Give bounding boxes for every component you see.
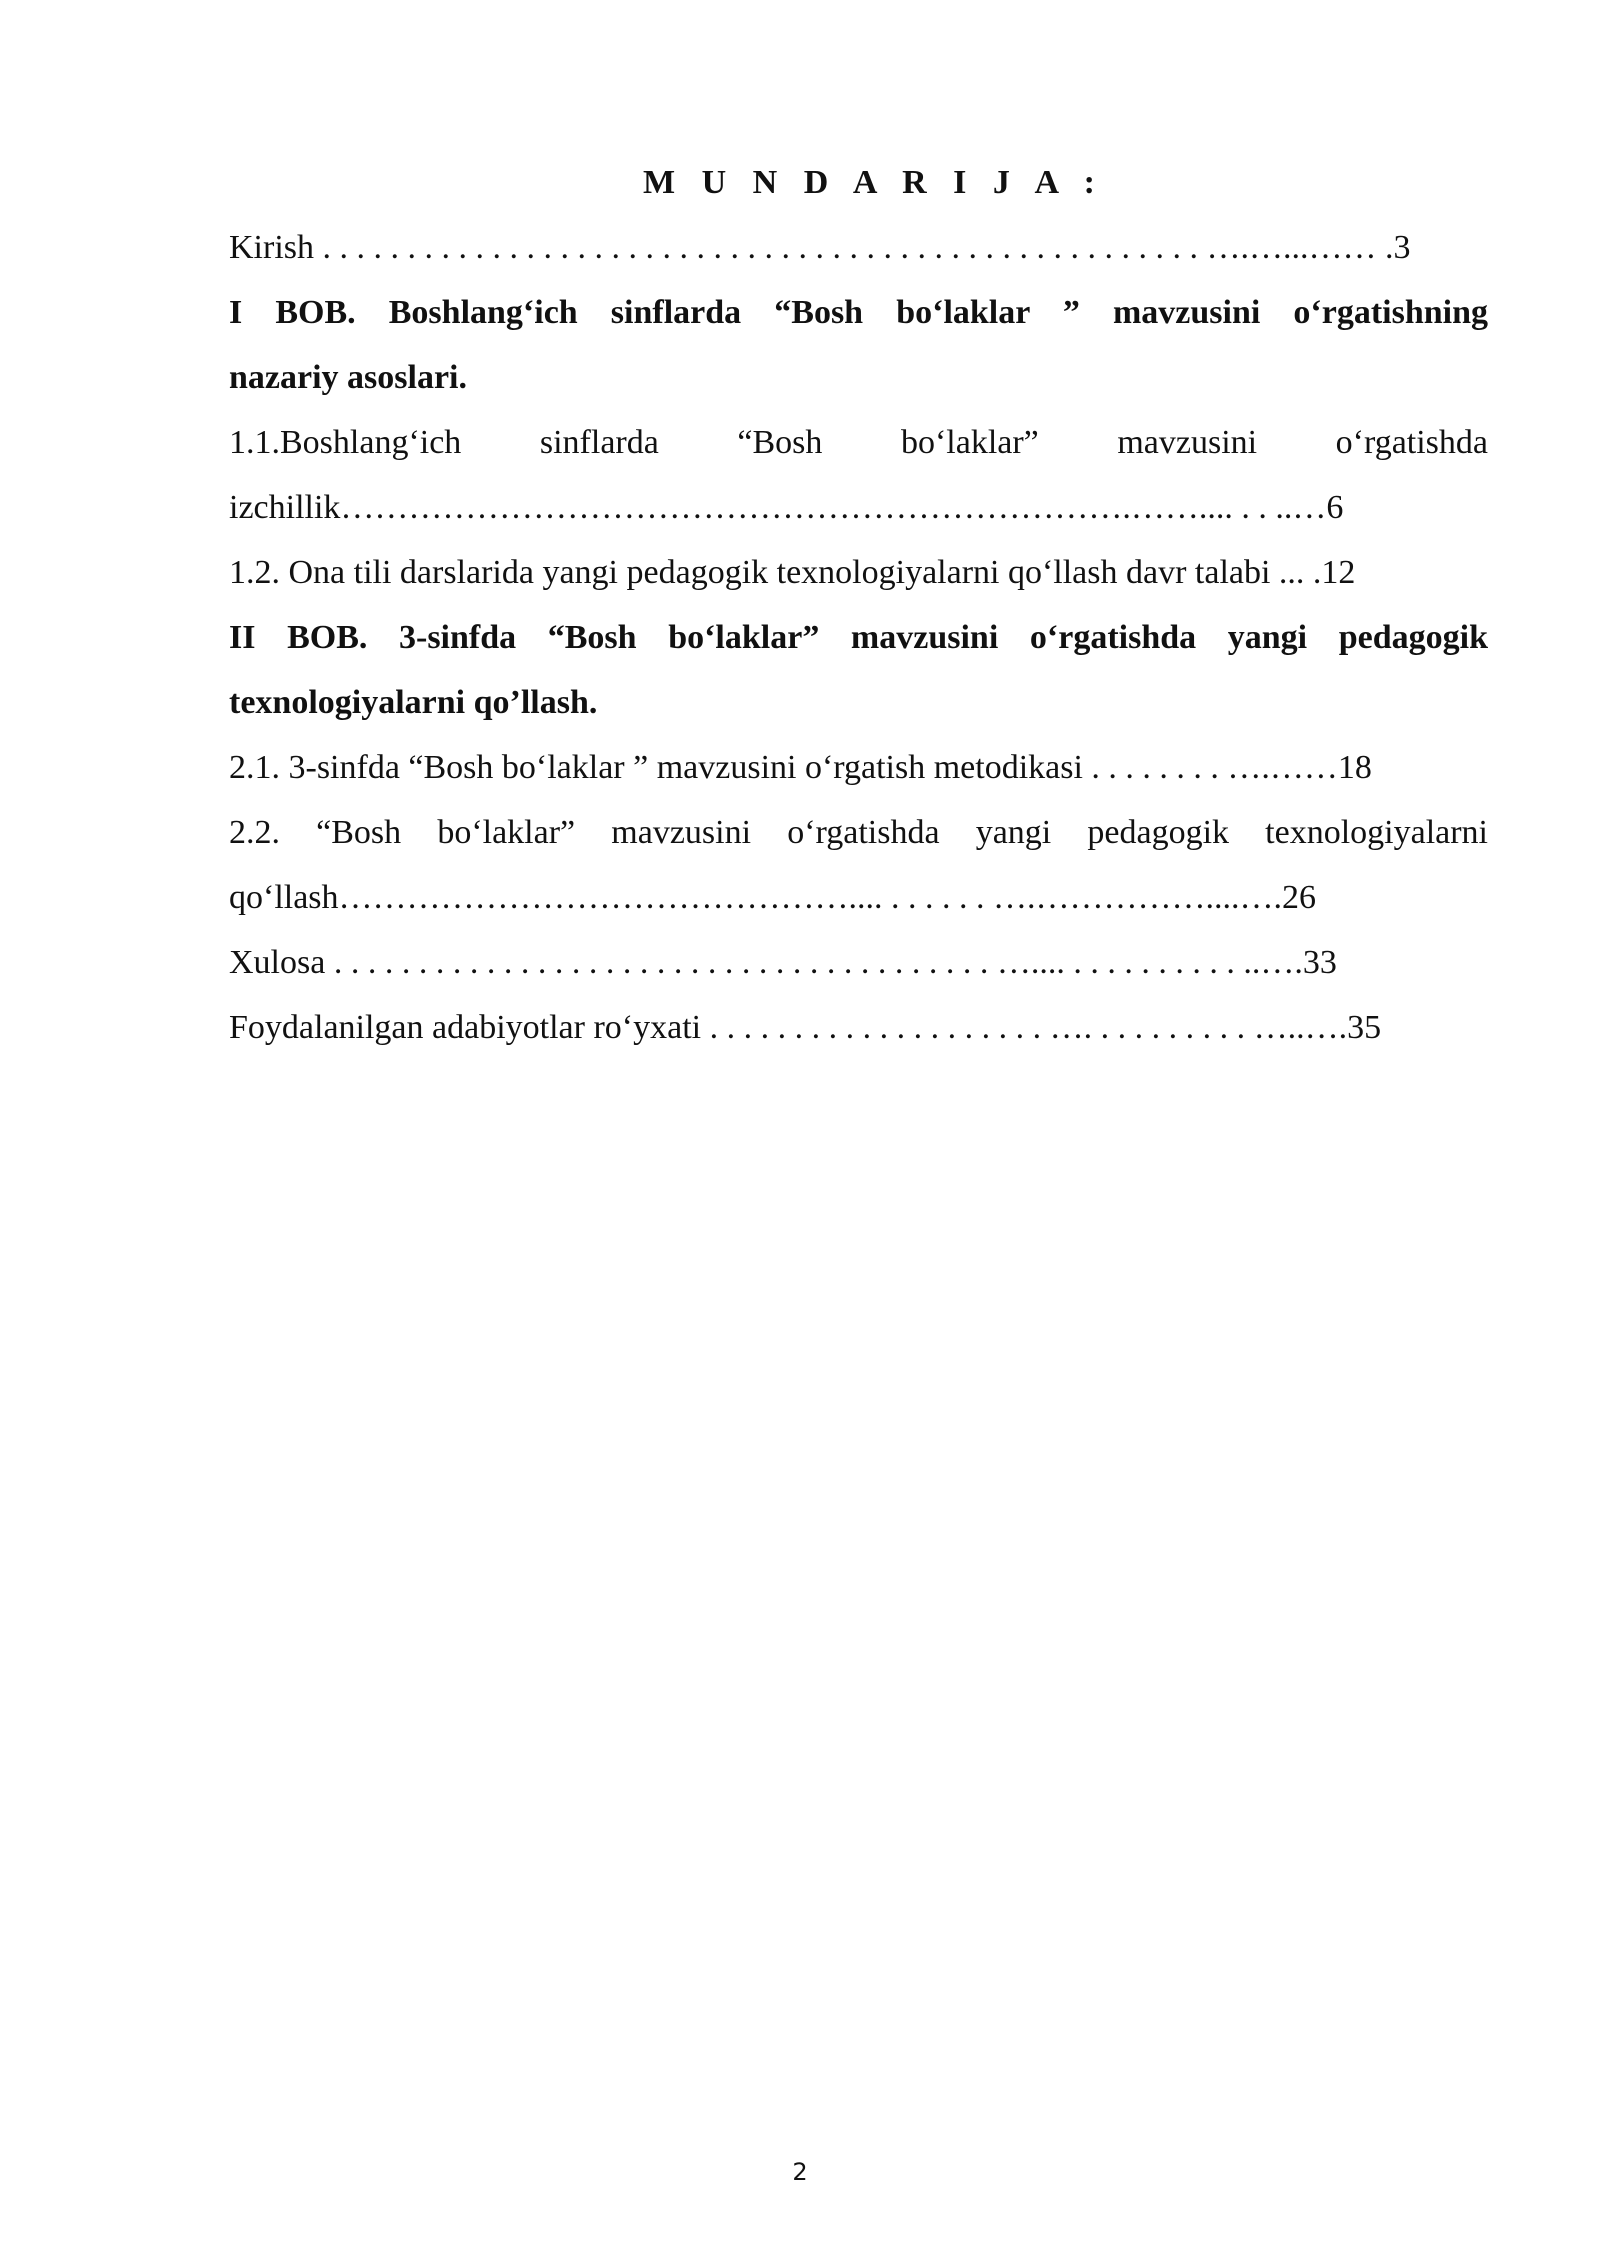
toc-entry-1-1: 1.1.Boshlang‘ich sinflarda “Bosh bo‘laklar” mavzusini o‘rgatishda (229, 424, 1488, 461)
toc-chapter-2-heading: II BOB. 3-sinfda “Bosh bo‘laklar” mavzusini o‘rgatishda yangi pedagogik (229, 619, 1488, 656)
toc-chapter-1-heading-cont: nazariy asoslari. (229, 359, 467, 396)
toc-entry-2-2: 2.2. “Bosh bo‘laklar” mavzusini o‘rgatishda yangi pedagogik texnologiyalarni (229, 814, 1488, 851)
page-number: 2 (792, 2158, 808, 2186)
toc-entry-2-1: 2.1. 3-sinfda “Bosh bo‘laklar ” mavzusini o‘rgatish metodikasi . . . . . . . . ….……18 (229, 749, 1372, 786)
toc-chapter-1-heading: I BOB. Boshlang‘ich sinflarda “Bosh bo‘laklar ” mavzusini o‘rgatishning (229, 294, 1488, 331)
toc-entry-1-1-cont: izchillik…………………………………………………………….…….... . . ..…6 (229, 489, 1344, 526)
toc-entry-kirish: Kirish . . . . . . . . . . . . . . . . . . . . . . . . . . . . . . . . . . . . . . . . . . . . . . . . . . . . ….…...…… .3 (229, 229, 1411, 266)
toc-entry-1-2: 1.2. Ona tili darslarida yangi pedagogik texnologiyalarni qo‘llash davr talabi ... .12 (229, 554, 1356, 591)
toc-entry-adabiyotlar: Foydalanilgan adabiyotlar ro‘yxati . . . . . . . . . . . . . . . . . . . . …. . . . . . . . . . …..….35 (229, 1009, 1382, 1046)
toc-entry-2-2-cont: qo‘llash……………………………………….... . . . . . . ….……………....….26 (229, 879, 1317, 916)
toc-title: M U N D A R I J A : (643, 164, 1104, 201)
table-of-contents (229, 150, 1488, 1060)
toc-entry-xulosa: Xulosa . . . . . . . . . . . . . . . . . . . . . . . . . . . . . . . . . . . . . . . ….... . . . . . . . . . . ..….33 (229, 944, 1337, 981)
toc-chapter-2-heading-cont: texnologiyalarni qo’llash. (229, 684, 598, 721)
